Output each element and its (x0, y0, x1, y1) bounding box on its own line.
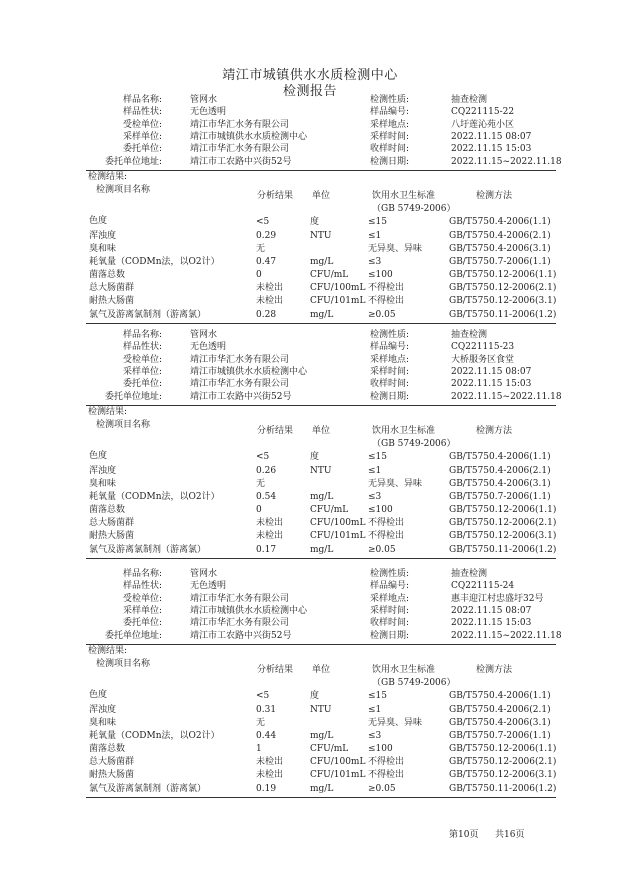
cell-standard: 无异臭、异味 (368, 479, 423, 489)
cell-result: <5 (256, 452, 270, 462)
info-value-sampling-unit: 靖江市城镇供水水质检测中心 (190, 132, 308, 142)
header-result: 分析结果 (257, 426, 294, 436)
report-title: 靖江市城镇供水水质检测中心 (222, 68, 398, 83)
info-label-sampling-unit: 采样单位: (122, 367, 162, 377)
cell-result: 0.17 (256, 545, 277, 555)
cell-standard: ≤1 (368, 705, 382, 715)
info-label-entrusted-unit: 受检单位: (122, 120, 162, 130)
info-value-entrusted-unit: 靖江市华汇水务有限公司 (190, 120, 290, 130)
cell-unit: CFU/101mL (310, 531, 366, 541)
info-value-sample-no: CQ221115-24 (451, 581, 515, 591)
info-value-sampling-site: 大桥服务区食堂 (451, 355, 515, 365)
cell-item: 总大肠菌群 (89, 283, 135, 293)
header-item: 检测项目名称 (96, 659, 151, 669)
cell-method: GB/T5750.12-2006(2.1) (449, 283, 557, 293)
cell-standard: ≤100 (368, 270, 393, 280)
info-label-sample-name: 样品名称: (122, 330, 162, 340)
cell-method: GB/T5750.4-2006(3.1) (449, 244, 551, 254)
cell-result: 无 (256, 479, 266, 489)
info-label-client: 委托单位: (122, 379, 162, 389)
cell-method: GB/T5750.12-2006(2.1) (449, 757, 557, 767)
cell-unit: 度 (310, 452, 320, 462)
page-total: 共16页 (495, 830, 525, 840)
header-standard-code: （GB 5749-2006） (372, 678, 456, 688)
cell-standard: ≤1 (368, 231, 382, 241)
info-value-client: 靖江市华汇水务有限公司 (190, 144, 290, 154)
info-value-sampling-time: 2022.11.15 08:07 (451, 606, 532, 616)
header-standard: 饮用水卫生标准 (372, 665, 436, 675)
header-standard-code: （GB 5749-2006） (372, 439, 456, 449)
cell-item: 色度 (89, 451, 108, 461)
info-value-receive-time: 2022.11.15 15:03 (451, 618, 532, 628)
info-value-sampling-site: 八圩莲沁苑小区 (451, 120, 515, 130)
info-label-entrusted-unit: 受检单位: (122, 594, 162, 604)
cell-standard: ≤100 (368, 744, 393, 754)
info-value-entrusted-unit: 靖江市华汇水务有限公司 (190, 355, 290, 365)
info-label-receive-time: 收样时间: (370, 618, 410, 628)
cell-unit: CFU/mL (310, 505, 349, 515)
cell-standard: ≤3 (368, 492, 382, 502)
cell-result: 未检出 (256, 770, 284, 780)
info-label-sample-state: 样品性状: (122, 107, 162, 117)
cell-result: 0.28 (256, 310, 277, 320)
table-bottom-rule (86, 323, 556, 324)
info-label-sampling-unit: 采样单位: (122, 132, 162, 142)
cell-method: GB/T5750.4-2006(2.1) (449, 231, 551, 241)
cell-item: 耗氧量（CODMn法，以O2计） (89, 492, 220, 502)
cell-result: 0.29 (256, 231, 277, 241)
header-unit: 单位 (312, 426, 331, 436)
cell-method: GB/T5750.12-2006(2.1) (449, 518, 557, 528)
info-value-test-nature: 抽查检测 (451, 330, 488, 340)
cell-method: GB/T5750.7-2006(1.1) (449, 257, 551, 267)
cell-result: 0.47 (256, 257, 277, 267)
cell-item: 菌落总数 (89, 270, 126, 280)
info-label-sampling-time: 采样时间: (370, 606, 410, 616)
header-standard: 饮用水卫生标准 (372, 426, 436, 436)
cell-item: 氯气及游离氯制剂（游离氯） (89, 784, 207, 794)
header-item: 检测项目名称 (96, 185, 151, 195)
cell-item: 氯气及游离氯制剂（游离氯） (89, 545, 207, 555)
cell-item: 耗氧量（CODMn法，以O2计） (89, 731, 220, 741)
cell-method: GB/T5750.4-2006(1.1) (449, 217, 551, 227)
info-label-sampling-site: 采样地点: (370, 120, 410, 130)
cell-method: GB/T5750.7-2006(1.1) (449, 731, 551, 741)
cell-result: 0.44 (256, 731, 277, 741)
cell-item: 菌落总数 (89, 505, 126, 515)
cell-standard: 不得检出 (368, 757, 405, 767)
info-divider (86, 644, 556, 645)
info-label-sampling-time: 采样时间: (370, 367, 410, 377)
info-value-sample-state: 无色透明 (190, 581, 227, 591)
cell-method: GB/T5750.12-2006(3.1) (449, 531, 557, 541)
cell-result: 0.19 (256, 784, 277, 794)
info-divider (86, 405, 556, 406)
cell-item: 耐热大肠菌 (89, 296, 135, 306)
cell-method: GB/T5750.4-2006(2.1) (449, 705, 551, 715)
cell-unit: CFU/100mL (310, 283, 366, 293)
cell-method: GB/T5750.7-2006(1.1) (449, 492, 551, 502)
cell-method: GB/T5750.4-2006(1.1) (449, 452, 551, 462)
info-label-client-address: 委托单位地址: (104, 157, 162, 167)
info-label-sample-name: 样品名称: (122, 95, 162, 105)
info-label-sample-state: 样品性状: (122, 342, 162, 352)
info-label-test-nature: 检测性质: (370, 569, 410, 579)
cell-unit: CFU/100mL (310, 518, 366, 528)
info-value-client: 靖江市华汇水务有限公司 (190, 379, 290, 389)
info-value-client: 靖江市华汇水务有限公司 (190, 618, 290, 628)
cell-result: 未检出 (256, 296, 284, 306)
header-result: 分析结果 (257, 191, 294, 201)
cell-item: 氯气及游离氯制剂（游离氯） (89, 310, 207, 320)
cell-standard: 不得检出 (368, 770, 405, 780)
cell-item: 浑浊度 (89, 466, 117, 476)
cell-standard: ≥0.05 (368, 545, 396, 555)
cell-method: GB/T5750.12-2006(1.1) (449, 744, 557, 754)
info-label-entrusted-unit: 受检单位: (122, 355, 162, 365)
test-results-label: 检测结果: (88, 646, 128, 656)
cell-method: GB/T5750.4-2006(3.1) (449, 718, 551, 728)
cell-item: 臭和味 (89, 479, 117, 489)
info-label-sample-no: 样品编号: (370, 342, 410, 352)
cell-standard: 不得检出 (368, 531, 405, 541)
cell-item: 耐热大肠菌 (89, 770, 135, 780)
cell-method: GB/T5750.11-2006(1.2) (449, 784, 557, 794)
cell-result: 未检出 (256, 518, 284, 528)
cell-method: GB/T5750.12-2006(3.1) (449, 296, 557, 306)
cell-method: GB/T5750.4-2006(3.1) (449, 479, 551, 489)
cell-method: GB/T5750.11-2006(1.2) (449, 545, 557, 555)
cell-method: GB/T5750.11-2006(1.2) (449, 310, 557, 320)
cell-result: 0 (256, 270, 262, 280)
cell-unit: 度 (310, 691, 320, 701)
info-value-sample-state: 无色透明 (190, 107, 227, 117)
table-bottom-rule (86, 558, 556, 559)
cell-unit: mg/L (310, 492, 334, 502)
cell-item: 耗氧量（CODMn法，以O2计） (89, 257, 220, 267)
info-value-sample-no: CQ221115-22 (451, 107, 515, 117)
cell-unit: mg/L (310, 784, 334, 794)
header-standard-code: （GB 5749-2006） (372, 204, 456, 214)
cell-result: 0.54 (256, 492, 277, 502)
cell-unit: NTU (310, 705, 332, 715)
cell-standard: 不得检出 (368, 518, 405, 528)
info-divider (86, 170, 556, 171)
info-value-sample-name: 管网水 (190, 330, 218, 340)
info-label-client-address: 委托单位地址: (104, 392, 162, 402)
cell-standard: ≥0.05 (368, 784, 396, 794)
info-label-sample-no: 样品编号: (370, 107, 410, 117)
cell-result: 0.31 (256, 705, 277, 715)
cell-standard: ≤15 (368, 217, 387, 227)
cell-standard: ≤3 (368, 257, 382, 267)
page-number: 第10页 (449, 830, 479, 840)
info-value-sampling-time: 2022.11.15 08:07 (451, 367, 532, 377)
cell-item: 浑浊度 (89, 705, 117, 715)
cell-item: 耐热大肠菌 (89, 531, 135, 541)
info-label-sampling-unit: 采样单位: (122, 606, 162, 616)
header-method: 检测方法 (476, 426, 513, 436)
cell-result: 未检出 (256, 283, 284, 293)
header-standard: 饮用水卫生标准 (372, 191, 436, 201)
header-unit: 单位 (312, 191, 331, 201)
info-value-client-address: 靖江市工农路中兴街52号 (190, 631, 292, 641)
info-label-sampling-site: 采样地点: (370, 355, 410, 365)
cell-standard: ≤1 (368, 466, 382, 476)
info-label-client-address: 委托单位地址: (104, 631, 162, 641)
cell-standard: ≤15 (368, 691, 387, 701)
table-bottom-rule (86, 797, 556, 798)
info-label-test-nature: 检测性质: (370, 95, 410, 105)
info-label-test-date: 检测日期: (370, 631, 410, 641)
info-label-receive-time: 收样时间: (370, 144, 410, 154)
info-label-sampling-site: 采样地点: (370, 594, 410, 604)
info-value-sample-name: 管网水 (190, 95, 218, 105)
cell-unit: CFU/101mL (310, 770, 366, 780)
cell-unit: CFU/100mL (310, 757, 366, 767)
info-value-client-address: 靖江市工农路中兴街52号 (190, 392, 292, 402)
info-value-test-date: 2022.11.15~2022.11.18 (451, 157, 562, 167)
info-value-sample-state: 无色透明 (190, 342, 227, 352)
header-method: 检测方法 (476, 191, 513, 201)
cell-result: <5 (256, 217, 270, 227)
cell-item: 色度 (89, 216, 108, 226)
info-value-sampling-unit: 靖江市城镇供水水质检测中心 (190, 606, 308, 616)
cell-standard: 不得检出 (368, 296, 405, 306)
cell-standard: ≤15 (368, 452, 387, 462)
info-label-sample-no: 样品编号: (370, 581, 410, 591)
cell-item: 总大肠菌群 (89, 757, 135, 767)
info-label-sample-state: 样品性状: (122, 581, 162, 591)
info-value-sample-no: CQ221115-23 (451, 342, 515, 352)
cell-result: 无 (256, 244, 266, 254)
cell-item: 色度 (89, 690, 108, 700)
info-value-sampling-unit: 靖江市城镇供水水质检测中心 (190, 367, 308, 377)
header-result: 分析结果 (257, 665, 294, 675)
cell-unit: CFU/mL (310, 744, 349, 754)
test-results-label: 检测结果: (88, 407, 128, 417)
info-label-client: 委托单位: (122, 144, 162, 154)
cell-unit: CFU/mL (310, 270, 349, 280)
report-subtitle: 检测报告 (282, 84, 337, 99)
cell-method: GB/T5750.12-2006(1.1) (449, 270, 557, 280)
info-value-test-nature: 抽查检测 (451, 569, 488, 579)
cell-standard: 无异臭、异味 (368, 718, 423, 728)
cell-result: 未检出 (256, 531, 284, 541)
header-unit: 单位 (312, 665, 331, 675)
test-results-label: 检测结果: (88, 172, 128, 182)
info-value-sampling-time: 2022.11.15 08:07 (451, 132, 532, 142)
info-label-sample-name: 样品名称: (122, 569, 162, 579)
cell-item: 浑浊度 (89, 231, 117, 241)
cell-standard: ≥0.05 (368, 310, 396, 320)
info-value-test-date: 2022.11.15~2022.11.18 (451, 631, 562, 641)
cell-unit: mg/L (310, 257, 334, 267)
info-value-receive-time: 2022.11.15 15:03 (451, 144, 532, 154)
info-label-test-date: 检测日期: (370, 392, 410, 402)
cell-method: GB/T5750.4-2006(2.1) (449, 466, 551, 476)
cell-result: 1 (256, 744, 262, 754)
info-label-client: 委托单位: (122, 618, 162, 628)
header-item: 检测项目名称 (96, 420, 151, 430)
cell-item: 菌落总数 (89, 744, 126, 754)
info-label-test-date: 检测日期: (370, 157, 410, 167)
info-value-receive-time: 2022.11.15 15:03 (451, 379, 532, 389)
cell-unit: 度 (310, 217, 320, 227)
cell-standard: ≤3 (368, 731, 382, 741)
cell-unit: mg/L (310, 545, 334, 555)
cell-unit: NTU (310, 466, 332, 476)
cell-result: 无 (256, 718, 266, 728)
cell-item: 臭和味 (89, 244, 117, 254)
cell-unit: mg/L (310, 731, 334, 741)
info-label-receive-time: 收样时间: (370, 379, 410, 389)
cell-method: GB/T5750.4-2006(1.1) (449, 691, 551, 701)
cell-unit: mg/L (310, 310, 334, 320)
info-value-test-date: 2022.11.15~2022.11.18 (451, 392, 562, 402)
header-method: 检测方法 (476, 665, 513, 675)
cell-unit: NTU (310, 231, 332, 241)
cell-result: 未检出 (256, 757, 284, 767)
cell-result: 0 (256, 505, 262, 515)
cell-standard: ≤100 (368, 505, 393, 515)
cell-method: GB/T5750.12-2006(1.1) (449, 505, 557, 515)
cell-standard: 无异臭、异味 (368, 244, 423, 254)
cell-result: 0.26 (256, 466, 277, 476)
info-value-sampling-site: 惠丰迎江村忠盛圩32号 (451, 594, 544, 604)
info-label-test-nature: 检测性质: (370, 330, 410, 340)
info-value-client-address: 靖江市工农路中兴街52号 (190, 157, 292, 167)
info-label-sampling-time: 采样时间: (370, 132, 410, 142)
info-value-entrusted-unit: 靖江市华汇水务有限公司 (190, 594, 290, 604)
cell-unit: CFU/101mL (310, 296, 366, 306)
cell-standard: 不得检出 (368, 283, 405, 293)
info-value-sample-name: 管网水 (190, 569, 218, 579)
cell-method: GB/T5750.12-2006(3.1) (449, 770, 557, 780)
cell-result: <5 (256, 691, 270, 701)
cell-item: 总大肠菌群 (89, 518, 135, 528)
info-value-test-nature: 抽查检测 (451, 95, 488, 105)
cell-item: 臭和味 (89, 718, 117, 728)
